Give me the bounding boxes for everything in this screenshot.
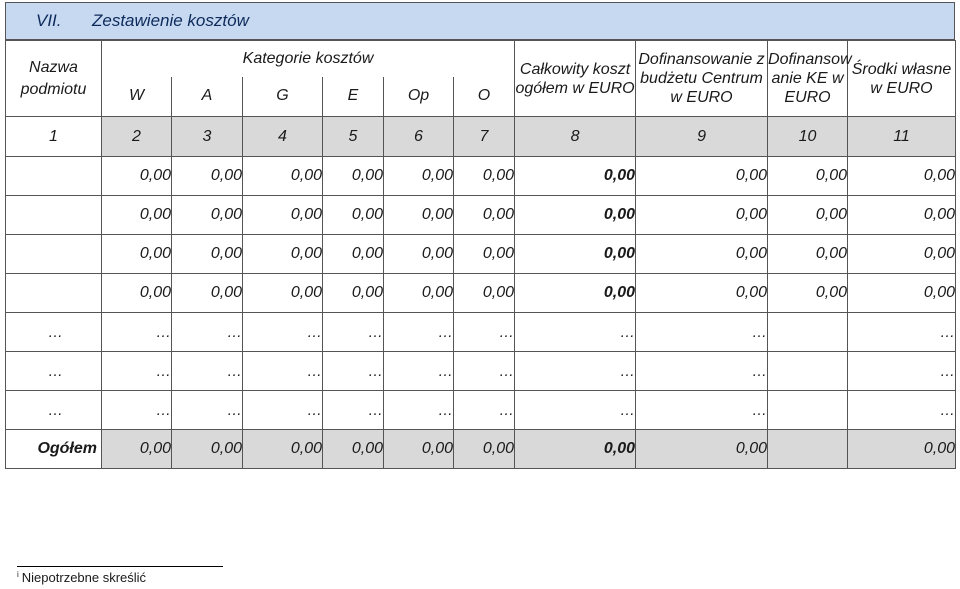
header-calkowity-koszt: Całkowity koszt ogółem w EURO	[515, 41, 636, 117]
footnote-marker: i	[17, 570, 19, 579]
cell-ellipsis[interactable]: …	[172, 313, 243, 352]
column-number: 10	[768, 117, 848, 157]
cell-empty[interactable]	[768, 313, 848, 352]
cell-value[interactable]: 0,00	[323, 157, 384, 196]
table-row-ellipsis	[6, 352, 956, 391]
header-category-g: G	[243, 77, 323, 117]
cell-value[interactable]: 0,00	[384, 274, 454, 313]
cell-value[interactable]: 0,00	[848, 196, 956, 235]
cell-ellipsis[interactable]: …	[6, 313, 102, 352]
total-value: 0,00	[848, 430, 956, 469]
cell-ellipsis[interactable]: …	[243, 352, 323, 391]
cell-value[interactable]: 0,00	[636, 235, 768, 274]
cell-ellipsis[interactable]: …	[384, 352, 454, 391]
header-nazwa-podmiotu: Nazwa podmiotu	[6, 41, 102, 117]
cell-value[interactable]: 0,00	[102, 235, 172, 274]
cell-ellipsis[interactable]: …	[172, 391, 243, 430]
cell-nazwa[interactable]	[6, 235, 102, 274]
cell-ellipsis[interactable]: …	[6, 391, 102, 430]
cell-value[interactable]: 0,00	[454, 157, 515, 196]
header-srodki-wlasne: Środki własne w EURO	[848, 41, 956, 117]
total-value: 0,00	[636, 430, 768, 469]
cell-ellipsis[interactable]: …	[848, 313, 956, 352]
cell-value[interactable]: 0,00	[102, 157, 172, 196]
cell-ellipsis[interactable]: …	[515, 313, 636, 352]
column-number: 2	[102, 117, 172, 157]
column-number: 7	[454, 117, 515, 157]
cell-value[interactable]: 0,00	[848, 235, 956, 274]
cell-ellipsis[interactable]: …	[243, 313, 323, 352]
cell-value[interactable]: 0,00	[243, 235, 323, 274]
column-number: 1	[6, 117, 102, 157]
cell-ellipsis[interactable]: …	[102, 391, 172, 430]
table-row-ellipsis	[6, 313, 956, 352]
cell-ellipsis[interactable]: …	[515, 352, 636, 391]
cell-value[interactable]: 0,00	[636, 196, 768, 235]
cell-nazwa[interactable]	[6, 274, 102, 313]
cell-value[interactable]: 0,00	[172, 235, 243, 274]
cell-value[interactable]: 0,00	[454, 196, 515, 235]
cell-ellipsis[interactable]: …	[636, 391, 768, 430]
cell-value[interactable]: 0,00	[172, 196, 243, 235]
footnote-separator	[17, 566, 223, 567]
total-value: 0,00	[384, 430, 454, 469]
cell-total-cost: 0,00	[515, 274, 636, 313]
cell-ellipsis[interactable]: …	[848, 391, 956, 430]
cell-ellipsis[interactable]: …	[6, 352, 102, 391]
cell-value[interactable]: 0,00	[454, 274, 515, 313]
cell-value[interactable]: 0,00	[636, 274, 768, 313]
cell-ellipsis[interactable]: …	[102, 352, 172, 391]
column-number: 4	[243, 117, 323, 157]
column-number-row	[6, 117, 956, 157]
column-number: 3	[172, 117, 243, 157]
cell-ellipsis[interactable]: …	[102, 313, 172, 352]
total-value: 0,00	[323, 430, 384, 469]
cell-value[interactable]: 0,00	[384, 157, 454, 196]
table-row-ellipsis	[6, 391, 956, 430]
total-value: 0,00	[454, 430, 515, 469]
footnote	[17, 570, 146, 585]
cell-value[interactable]: 0,00	[848, 157, 956, 196]
cell-ellipsis[interactable]: …	[848, 352, 956, 391]
total-label: Ogółem	[6, 430, 102, 469]
cell-value[interactable]: 0,00	[768, 235, 848, 274]
header-category-op: Op	[384, 77, 454, 117]
total-value: 0,00	[102, 430, 172, 469]
cell-ellipsis[interactable]: …	[515, 391, 636, 430]
cell-value[interactable]: 0,00	[848, 274, 956, 313]
cell-value[interactable]: 0,00	[243, 157, 323, 196]
cell-nazwa[interactable]	[6, 196, 102, 235]
cost-summary-table	[5, 40, 956, 469]
cell-value[interactable]: 0,00	[768, 157, 848, 196]
cell-value[interactable]: 0,00	[323, 274, 384, 313]
cell-ellipsis[interactable]: …	[323, 391, 384, 430]
cell-value[interactable]: 0,00	[323, 235, 384, 274]
header-category-e: E	[323, 77, 384, 117]
cell-ellipsis[interactable]: …	[384, 313, 454, 352]
column-number: 6	[384, 117, 454, 157]
cell-value[interactable]: 0,00	[636, 157, 768, 196]
cell-value[interactable]: 0,00	[768, 196, 848, 235]
cell-empty[interactable]	[768, 352, 848, 391]
cell-ellipsis[interactable]: …	[636, 352, 768, 391]
header-kategorie-kosztow: Kategorie kosztów	[102, 41, 515, 77]
cell-ellipsis[interactable]: …	[323, 313, 384, 352]
footnote-text: Niepotrzebne skreślić	[21, 570, 147, 585]
section-number: VII.	[36, 11, 62, 30]
section-header-bar	[5, 2, 955, 40]
table-row	[6, 157, 956, 196]
total-row	[6, 430, 956, 469]
cell-ellipsis[interactable]: …	[243, 391, 323, 430]
header-dofinansowanie-ke: Dofinansow anie KE w EURO	[768, 41, 848, 117]
cell-value[interactable]: 0,00	[243, 196, 323, 235]
cell-value[interactable]: 0,00	[384, 196, 454, 235]
total-value: 0,00	[172, 430, 243, 469]
cell-value[interactable]: 0,00	[172, 157, 243, 196]
cell-value[interactable]: 0,00	[172, 274, 243, 313]
cell-ellipsis[interactable]: …	[636, 313, 768, 352]
cell-ellipsis[interactable]: …	[454, 313, 515, 352]
cell-nazwa[interactable]	[6, 157, 102, 196]
column-number: 5	[323, 117, 384, 157]
cell-ellipsis[interactable]: …	[323, 352, 384, 391]
cell-total-cost: 0,00	[515, 157, 636, 196]
cell-value[interactable]: 0,00	[323, 196, 384, 235]
cell-value[interactable]: 0,00	[243, 274, 323, 313]
cell-ellipsis[interactable]: …	[172, 352, 243, 391]
cell-value[interactable]: 0,00	[768, 274, 848, 313]
cell-total-cost: 0,00	[515, 235, 636, 274]
section-title: Zestawienie kosztów	[92, 11, 249, 30]
total-value: 0,00	[243, 430, 323, 469]
cell-empty[interactable]	[768, 391, 848, 430]
table-row	[6, 235, 956, 274]
cell-total-cost: 0,00	[515, 196, 636, 235]
cell-value[interactable]: 0,00	[454, 235, 515, 274]
cell-ellipsis[interactable]: …	[454, 352, 515, 391]
table-row	[6, 274, 956, 313]
cell-value[interactable]: 0,00	[102, 196, 172, 235]
total-cost-sum: 0,00	[515, 430, 636, 469]
column-number: 8	[515, 117, 636, 157]
column-number: 9	[636, 117, 768, 157]
table-row	[6, 196, 956, 235]
cell-ellipsis[interactable]: …	[454, 391, 515, 430]
total-value	[768, 430, 848, 469]
cell-ellipsis[interactable]: …	[384, 391, 454, 430]
header-category-a: A	[172, 77, 243, 117]
header-dofinansowanie-budzet: Dofinansowanie z budżetu Centrum w EURO	[636, 41, 768, 117]
header-category-o: O	[454, 77, 515, 117]
header-category-w: W	[102, 77, 172, 117]
cell-value[interactable]: 0,00	[102, 274, 172, 313]
cell-value[interactable]: 0,00	[384, 235, 454, 274]
column-number: 11	[848, 117, 956, 157]
